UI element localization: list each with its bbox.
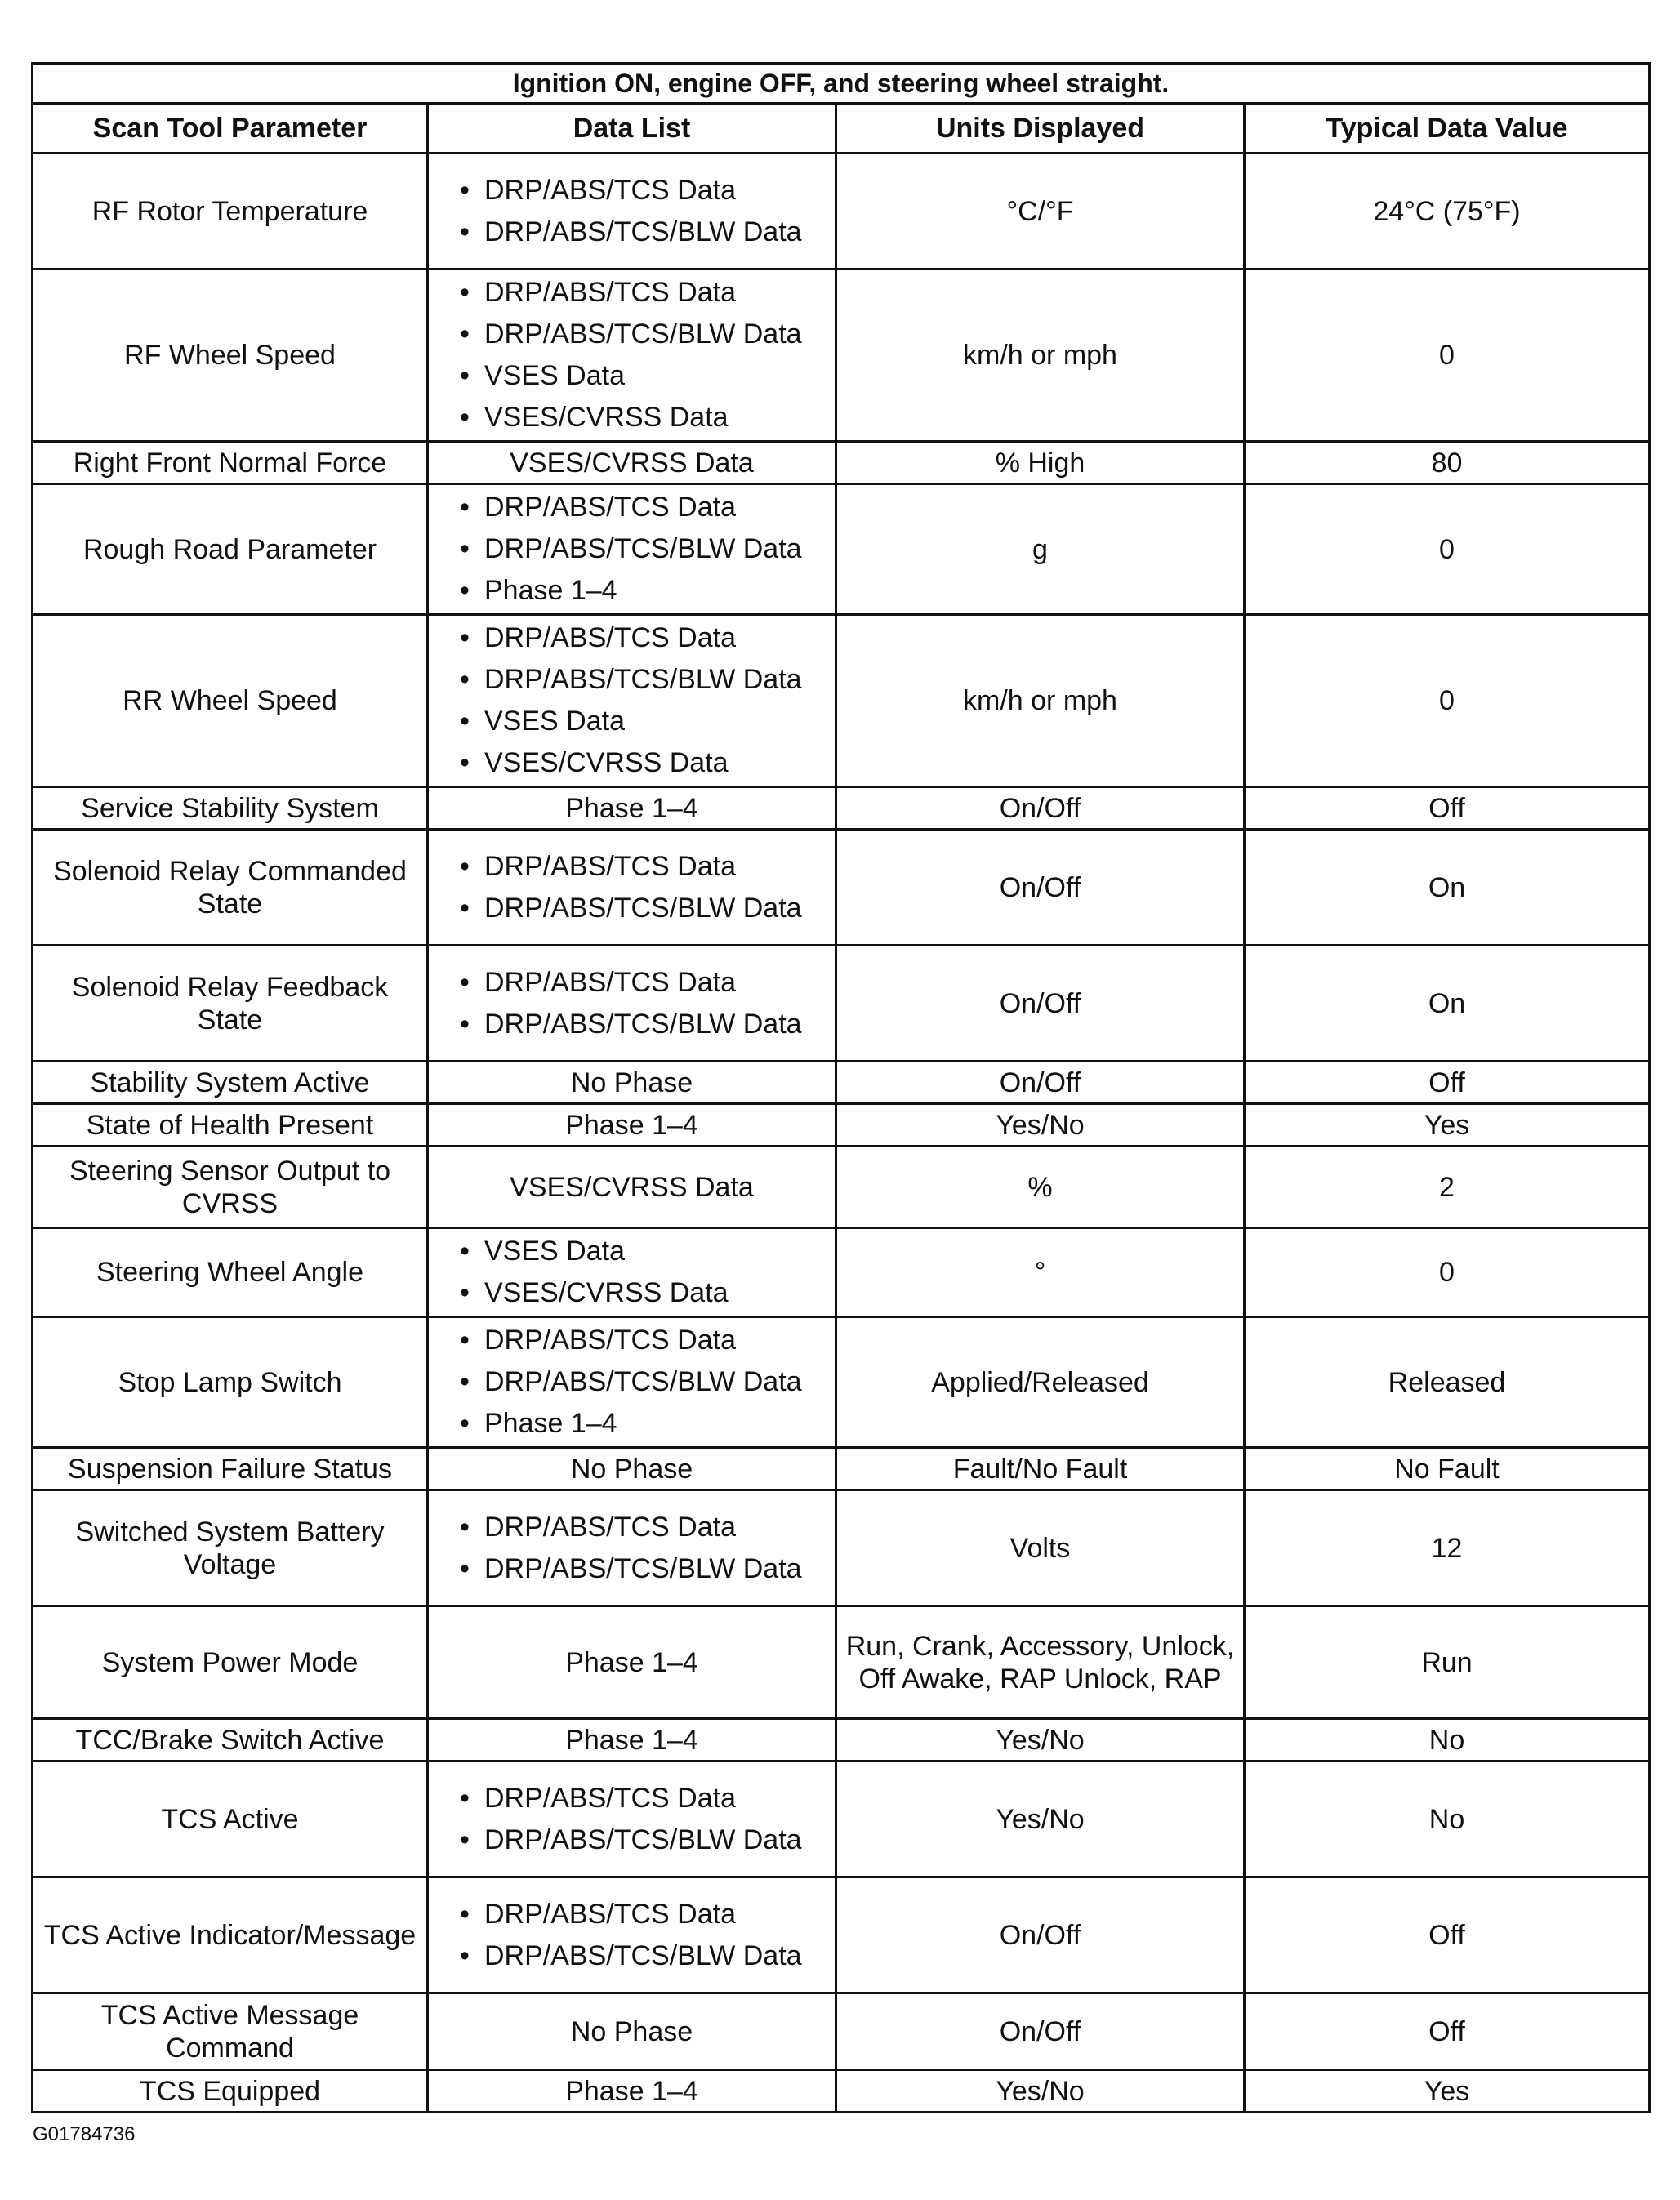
units-cell: On/Off — [836, 1062, 1245, 1104]
data-list-item: • DRP/ABS/TCS/BLW Data — [460, 314, 828, 355]
typical-value-cell: 80 — [1245, 442, 1650, 484]
data-list-cell: No Phase — [428, 1062, 836, 1104]
table-row — [33, 830, 1650, 946]
table-row — [33, 1761, 1650, 1877]
data-list-item: • DRP/ABS/TCS/BLW Data — [460, 1361, 828, 1403]
parameter-cell: RF Wheel Speed — [33, 269, 428, 442]
data-list — [435, 1320, 828, 1445]
table-body — [33, 154, 1650, 2113]
table-row — [33, 1228, 1650, 1317]
data-list-item: • DRP/ABS/TCS Data — [460, 962, 828, 1004]
data-list-item: • DRP/ABS/TCS Data — [460, 1894, 828, 1935]
data-list-cell — [428, 830, 836, 946]
table-row — [33, 269, 1650, 442]
data-list — [435, 617, 828, 784]
table-row — [33, 787, 1650, 830]
data-table-container — [31, 62, 1648, 2113]
table-row — [33, 1719, 1650, 1761]
header-row — [33, 104, 1650, 154]
data-list-cell — [428, 1490, 836, 1606]
data-list-item: • Phase 1–4 — [460, 1403, 828, 1445]
units-cell: % — [836, 1147, 1245, 1228]
typical-value-cell: On — [1245, 946, 1650, 1062]
units-cell: km/h or mph — [836, 615, 1245, 787]
typical-value-cell: 0 — [1245, 484, 1650, 615]
units-cell: On/Off — [836, 787, 1245, 830]
table-row — [33, 1104, 1650, 1147]
data-list-cell — [428, 946, 836, 1062]
units-cell: Fault/No Fault — [836, 1448, 1245, 1490]
data-list-cell — [428, 154, 836, 269]
data-list — [435, 962, 828, 1045]
parameter-cell: Right Front Normal Force — [33, 442, 428, 484]
units-cell: On/Off — [836, 1993, 1245, 2070]
table-row — [33, 442, 1650, 484]
typical-value-cell: 0 — [1245, 269, 1650, 442]
data-list-item: • DRP/ABS/TCS Data — [460, 1778, 828, 1819]
data-list-cell: Phase 1–4 — [428, 2070, 836, 2113]
data-list-item: • VSES Data — [460, 1231, 828, 1272]
parameter-cell: TCS Active — [33, 1761, 428, 1877]
data-list-item: • VSES/CVRSS Data — [460, 397, 828, 439]
units-cell: % High — [836, 442, 1245, 484]
data-list-item: • DRP/ABS/TCS Data — [460, 1507, 828, 1548]
units-cell: On/Off — [836, 1877, 1245, 1993]
header-parameter: Scan Tool Parameter — [33, 104, 428, 154]
data-list — [435, 170, 828, 253]
units-cell: Applied/Released — [836, 1317, 1245, 1448]
data-list-cell — [428, 484, 836, 615]
data-list-item: • DRP/ABS/TCS Data — [460, 487, 828, 528]
header-typical-value: Typical Data Value — [1245, 104, 1650, 154]
table-row — [33, 946, 1650, 1062]
scan-tool-data-table — [31, 62, 1651, 2113]
table-row — [33, 2070, 1650, 2113]
data-list-item: • DRP/ABS/TCS/BLW Data — [460, 1819, 828, 1861]
data-list-item: • DRP/ABS/TCS Data — [460, 1320, 828, 1361]
data-list — [435, 1778, 828, 1861]
units-cell: On/Off — [836, 946, 1245, 1062]
data-list — [435, 487, 828, 612]
data-list-cell: VSES/CVRSS Data — [428, 442, 836, 484]
typical-value-cell: On — [1245, 830, 1650, 946]
typical-value-cell: Run — [1245, 1606, 1650, 1719]
typical-value-cell: Off — [1245, 1993, 1650, 2070]
typical-value-cell: Yes — [1245, 1104, 1650, 1147]
units-cell: ° — [836, 1228, 1245, 1317]
data-list-item: • Phase 1–4 — [460, 570, 828, 612]
units-cell: Volts — [836, 1490, 1245, 1606]
typical-value-cell: 24°C (75°F) — [1245, 154, 1650, 269]
typical-value-cell: 0 — [1245, 615, 1650, 787]
data-list — [435, 1507, 828, 1590]
table-row — [33, 1490, 1650, 1606]
table-row — [33, 1993, 1650, 2070]
data-list-cell — [428, 1228, 836, 1317]
parameter-cell: Service Stability System — [33, 787, 428, 830]
header-units: Units Displayed — [836, 104, 1245, 154]
parameter-cell: TCS Equipped — [33, 2070, 428, 2113]
units-cell: On/Off — [836, 830, 1245, 946]
typical-value-cell: 12 — [1245, 1490, 1650, 1606]
parameter-cell: System Power Mode — [33, 1606, 428, 1719]
table-caption: Ignition ON, engine OFF, and steering wheel straight. — [33, 64, 1650, 104]
data-list-item: • DRP/ABS/TCS/BLW Data — [460, 528, 828, 570]
data-list-item: • VSES/CVRSS Data — [460, 1272, 828, 1314]
table-row — [33, 615, 1650, 787]
data-list-item: • DRP/ABS/TCS/BLW Data — [460, 659, 828, 701]
parameter-cell: Switched System Battery Voltage — [33, 1490, 428, 1606]
typical-value-cell: 2 — [1245, 1147, 1650, 1228]
data-list-item: • DRP/ABS/TCS/BLW Data — [460, 212, 828, 253]
data-list-item: • DRP/ABS/TCS/BLW Data — [460, 1935, 828, 1977]
data-list-cell — [428, 1761, 836, 1877]
typical-value-cell: Off — [1245, 787, 1650, 830]
parameter-cell: Solenoid Relay Feedback State — [33, 946, 428, 1062]
units-cell: Yes/No — [836, 1719, 1245, 1761]
units-cell: km/h or mph — [836, 269, 1245, 442]
parameter-cell: Stability System Active — [33, 1062, 428, 1104]
table-row — [33, 1317, 1650, 1448]
data-list — [435, 272, 828, 439]
data-list-item: • DRP/ABS/TCS Data — [460, 272, 828, 314]
data-list-item: • DRP/ABS/TCS Data — [460, 170, 828, 212]
typical-value-cell: No Fault — [1245, 1448, 1650, 1490]
typical-value-cell: Off — [1245, 1877, 1650, 1993]
parameter-cell: RR Wheel Speed — [33, 615, 428, 787]
parameter-cell: TCS Active Message Command — [33, 1993, 428, 2070]
data-list-cell: Phase 1–4 — [428, 1719, 836, 1761]
typical-value-cell: Off — [1245, 1062, 1650, 1104]
parameter-cell: TCS Active Indicator/Message — [33, 1877, 428, 1993]
typical-value-cell: 0 — [1245, 1228, 1650, 1317]
units-cell: °C/°F — [836, 154, 1245, 269]
table-row — [33, 1877, 1650, 1993]
data-list-cell: Phase 1–4 — [428, 1104, 836, 1147]
units-cell: g — [836, 484, 1245, 615]
data-list-cell — [428, 615, 836, 787]
typical-value-cell: No — [1245, 1719, 1650, 1761]
data-list-cell: VSES/CVRSS Data — [428, 1147, 836, 1228]
units-cell: Yes/No — [836, 2070, 1245, 2113]
data-list-cell — [428, 1317, 836, 1448]
data-list-item: • DRP/ABS/TCS/BLW Data — [460, 1548, 828, 1590]
units-cell: Yes/No — [836, 1761, 1245, 1877]
data-list — [435, 846, 828, 929]
parameter-cell: Solenoid Relay Commanded State — [33, 830, 428, 946]
typical-value-cell: No — [1245, 1761, 1650, 1877]
parameter-cell: Suspension Failure Status — [33, 1448, 428, 1490]
table-row — [33, 484, 1650, 615]
table-row — [33, 1062, 1650, 1104]
parameter-cell: State of Health Present — [33, 1104, 428, 1147]
data-list-item: • DRP/ABS/TCS Data — [460, 846, 828, 888]
data-list-item: • DRP/ABS/TCS Data — [460, 617, 828, 659]
data-list — [435, 1894, 828, 1977]
data-list-cell: No Phase — [428, 1993, 836, 2070]
parameter-cell: TCC/Brake Switch Active — [33, 1719, 428, 1761]
data-list-cell: Phase 1–4 — [428, 787, 836, 830]
table-row — [33, 1147, 1650, 1228]
parameter-cell: Steering Sensor Output to CVRSS — [33, 1147, 428, 1228]
table-row — [33, 1606, 1650, 1719]
table-row — [33, 1448, 1650, 1490]
data-list-item: • DRP/ABS/TCS/BLW Data — [460, 888, 828, 929]
parameter-cell: RF Rotor Temperature — [33, 154, 428, 269]
figure-id: G01784736 — [33, 2123, 136, 2145]
table-row — [33, 154, 1650, 269]
data-list-item: • DRP/ABS/TCS/BLW Data — [460, 1004, 828, 1045]
data-list-cell — [428, 269, 836, 442]
data-list-cell: No Phase — [428, 1448, 836, 1490]
parameter-cell: Stop Lamp Switch — [33, 1317, 428, 1448]
parameter-cell: Rough Road Parameter — [33, 484, 428, 615]
data-list — [435, 1231, 828, 1314]
typical-value-cell: Released — [1245, 1317, 1650, 1448]
header-data-list: Data List — [428, 104, 836, 154]
data-list-cell — [428, 1877, 836, 1993]
units-cell: Run, Crank, Accessory, Unlock, Off Awake, RAP Unlock, RAP — [836, 1606, 1245, 1719]
data-list-item: • VSES/CVRSS Data — [460, 742, 828, 784]
parameter-cell: Steering Wheel Angle — [33, 1228, 428, 1317]
data-list-item: • VSES Data — [460, 355, 828, 397]
units-cell: Yes/No — [836, 1104, 1245, 1147]
data-list-cell: Phase 1–4 — [428, 1606, 836, 1719]
typical-value-cell: Yes — [1245, 2070, 1650, 2113]
data-list-item: • VSES Data — [460, 701, 828, 742]
